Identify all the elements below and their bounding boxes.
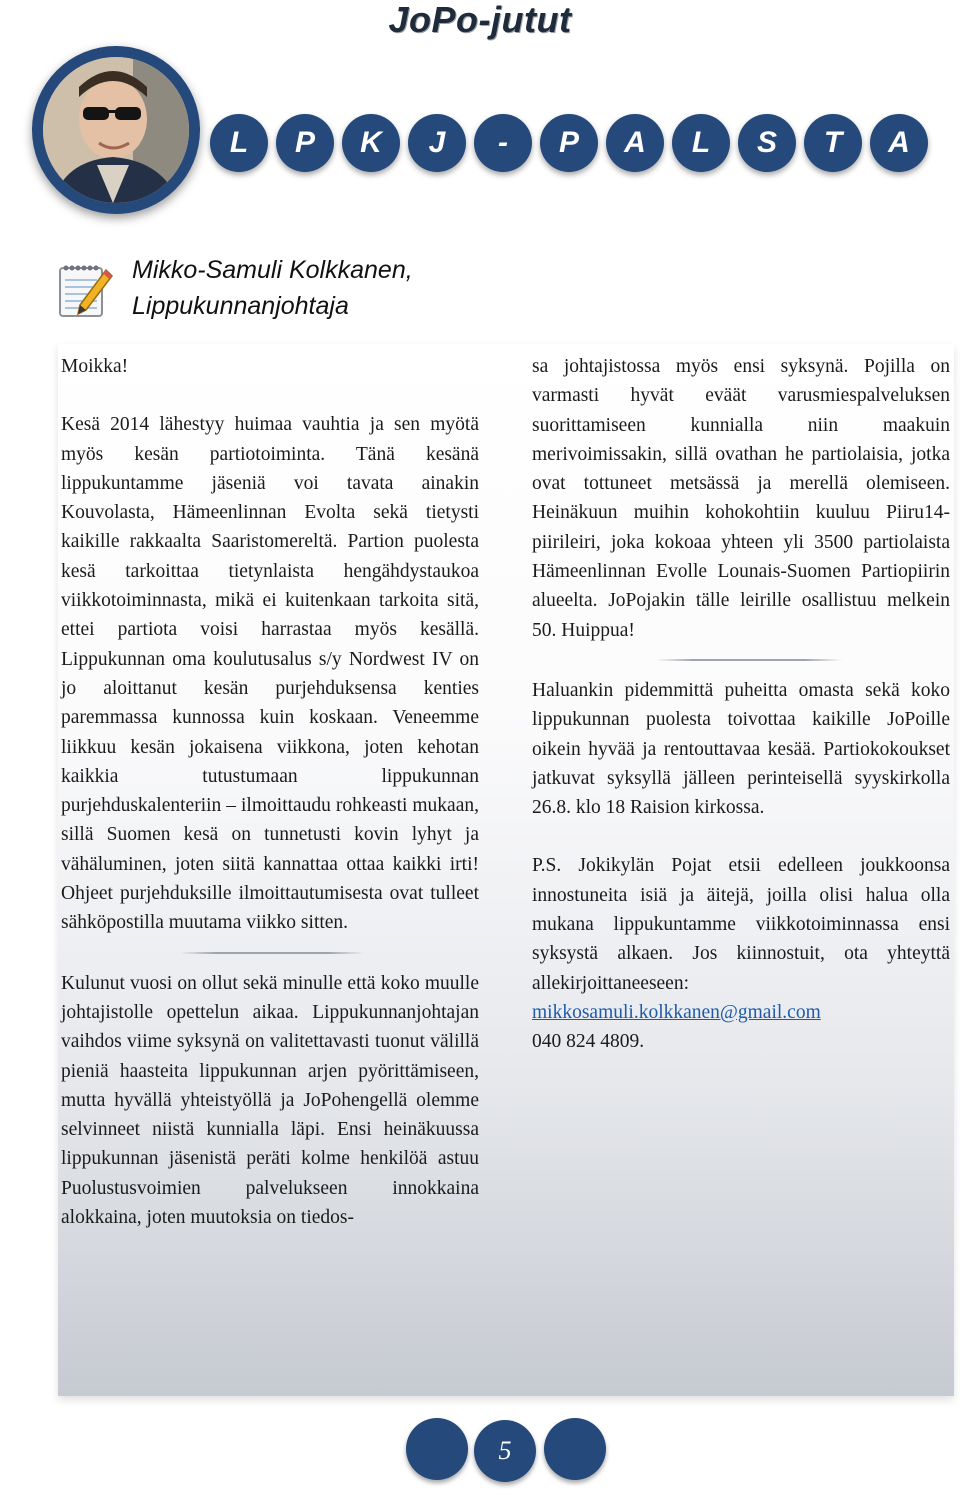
title-letter: J xyxy=(408,114,466,172)
title-letter: P xyxy=(540,114,598,172)
author-name: Mikko-Samuli Kolkkanen, xyxy=(132,256,413,284)
title-letter: L xyxy=(210,114,268,172)
article-column-left xyxy=(61,352,479,1232)
greeting: Moikka! xyxy=(61,356,129,377)
title-letter: T xyxy=(804,114,862,172)
author-role: Lippukunnanjohtaja xyxy=(132,292,349,320)
page-footer xyxy=(406,1418,606,1484)
email-link[interactable]: mikkosamuli.kolkkanen@gmail.com xyxy=(532,1001,821,1023)
title-letter: A xyxy=(870,114,928,172)
divider xyxy=(656,659,842,661)
paragraph: sa johtajistossa myös ensi syksynä. Pojilla on varmasti hyvät eväät varusmiespalveluksen suorittamiseen kunnialla niin maakuin merivoimissakin, sillä ovathan he partiolaisia, jotka ovat tottuneet metsässä ja merellä olemiseen. Heinäkuun muihin kohokohtiin kuuluu Piiru14-piirileiri, joka kokoaa yhteen yli 3500 partiolaista Hämeenlinnan Evolle Lounais-Suomen Partiopiirin alueelta. JoPojakin tälle leirille osallistuu melkein 50. Huippua! xyxy=(532,356,950,641)
title-letter: A xyxy=(606,114,664,172)
divider xyxy=(179,952,365,954)
paragraph: Haluankin pidemmittä puheitta omasta sekä koko lippukunnan puolesta toivottaa kaikille JoPoille oikein hyvää ja rentouttavaa kesää. Partiokokoukset jatkuvat syksyllä jälleen perinteisellä syyskirkolla 26.8. klo 18 Raision kirkossa. xyxy=(532,679,950,819)
paragraph: Kulunut vuosi on ollut sekä minulle että koko muulle johtajistolle opettelun aikaa. Lippukunnanjohtajan vaihdos viime syksynä on valitettavasti tuonut välillä pieniä haasteita lippukunnan arjen pyörittämiseen, mutta hyvällä yhteistyöllä ja JoPohengellä olemme selvinneet niistä kunnialla läpi. Ensi heinäkuussa lippukunnan jäsenistä peräti kolme henkilöä astuu Puolustusvoimien palvelukseen innokkaina alokkaina, joten muutoksia on tiedos- xyxy=(61,972,479,1229)
phone-number: 040 824 4809. xyxy=(532,1031,645,1053)
title-letter: - xyxy=(474,114,532,172)
notepad-pencil-icon xyxy=(56,260,116,320)
footer-circle xyxy=(544,1418,606,1480)
header-title: JoPo-jutut xyxy=(388,0,572,40)
postscript: P.S. Jokikylän Pojat etsii edelleen joukkoonsa innostuneita isiä ja äitejä, joilla olisi halua olla mukana lippukuntamme viikkotoiminnassa ensi syksystä alkaen. Jos kiinnostuit, ota yhteyttä allekirjoittaneeseen: xyxy=(532,855,950,994)
footer-circle xyxy=(406,1418,468,1480)
title-letter: L xyxy=(672,114,730,172)
paragraph: Kesä 2014 lähestyy huimaa vauhtia ja sen myötä myös kesän partiotoiminta. Tänä kesänä lippukuntamme jäseniä voi tavata ainakin Kouvolasta, Hämeenlinnan Evolta sekä tietysti kaikille rakkaalta Saaristomereltä. Partion puolesta kesä tarkoittaa tietynlaista hengähdystaukoa viikkotoiminnasta, mikä ei kuitenkaan tarkoita sitä, ettei partiota voisi harrastaa myös kesällä. Lippukunnan oma koulutusalus s/y Nordwest IV on jo aloittanut kesän purjehduksensa kenties paremmassa kunnossa kuin koskaan. Veneemme liikkuu kesän jokaisena viikkona, joten kehotan kaikkia tutustumaan lippukunnan purjehduskalenteriin – ilmoittaudu rohkeasti mukaan, sillä Suomen kesä on tunnetusti kovin lyhyt ja vähäluminen, joten siitä kannattaa ottaa kaikki irti! Ohjeet purjehduksille ilmoittautumisesta ovat tulleet sähköpostilla muutama viikko sitten. xyxy=(61,414,479,934)
title-letter: K xyxy=(342,114,400,172)
title-letter: S xyxy=(738,114,796,172)
title-letter: P xyxy=(276,114,334,172)
column-title xyxy=(210,114,940,176)
author-photo xyxy=(32,46,200,214)
page-number: 5 xyxy=(474,1420,536,1482)
portrait-image xyxy=(43,57,189,203)
article-column-right xyxy=(532,352,950,1057)
